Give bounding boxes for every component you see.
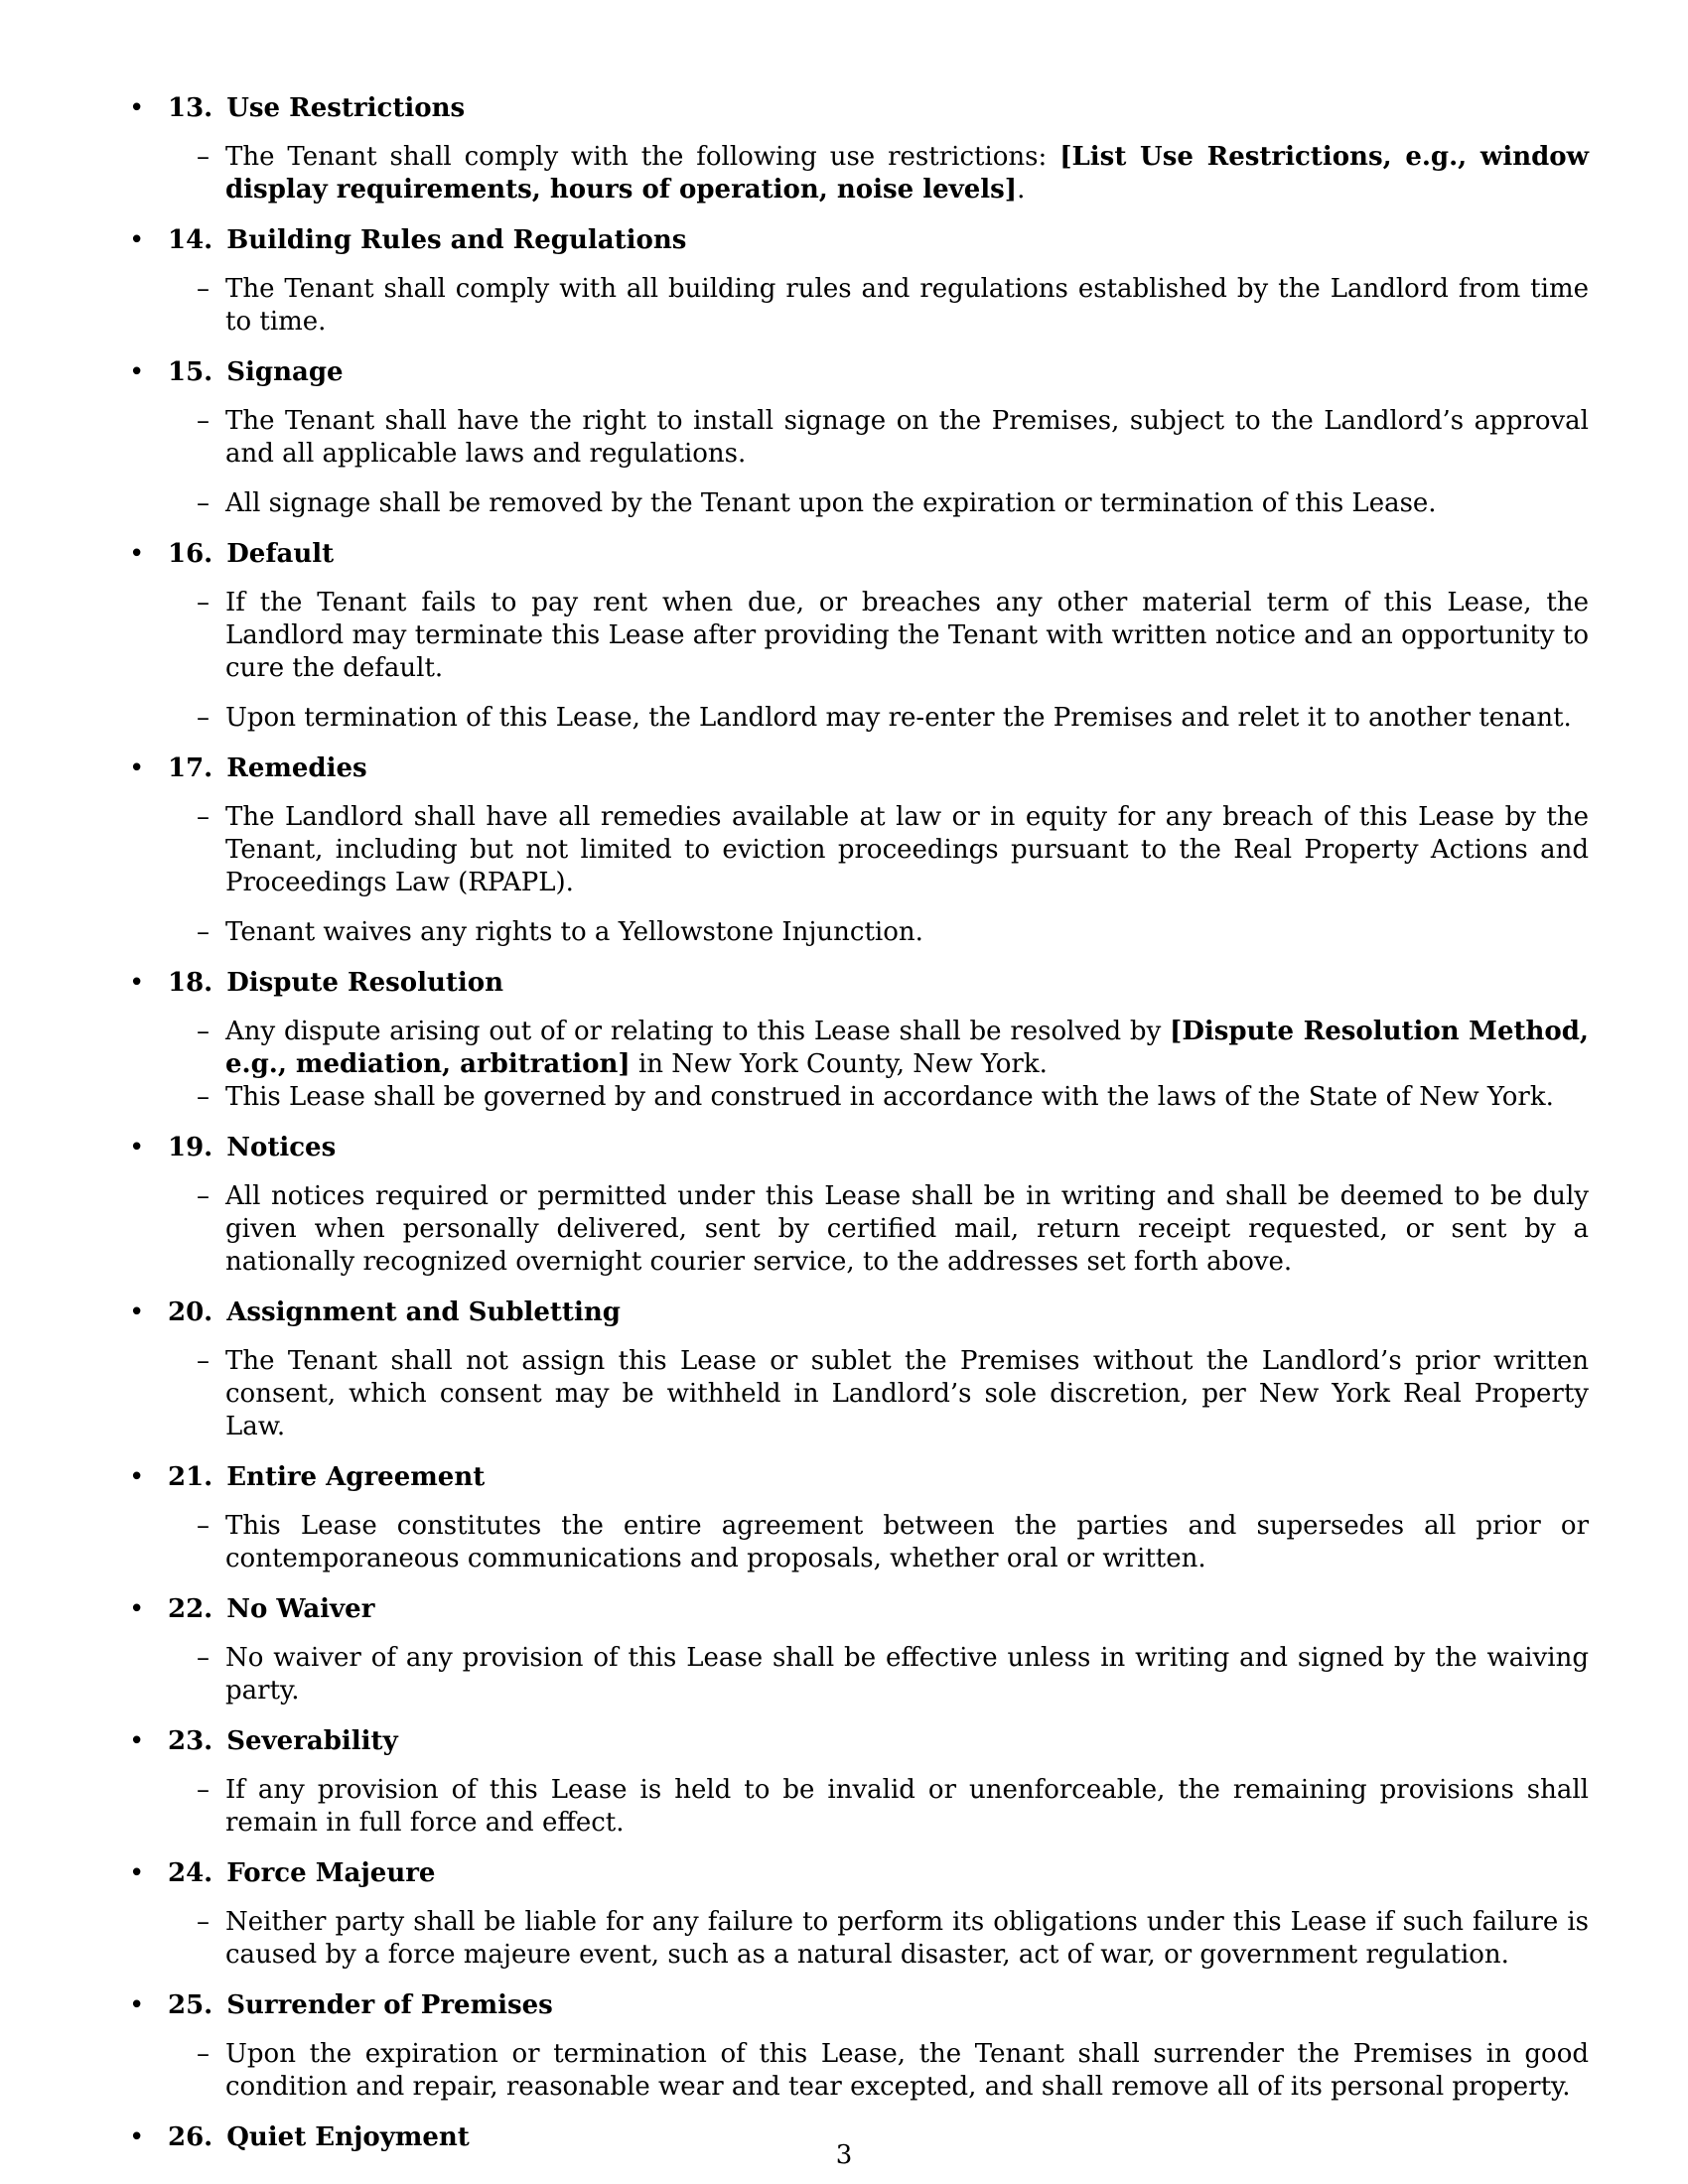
clause-list xyxy=(129,1180,1589,1279)
section-heading xyxy=(129,537,1589,571)
section-number: 15. xyxy=(168,357,213,387)
section xyxy=(129,1724,1589,1840)
section-number: 25. xyxy=(168,1990,213,2020)
clause-item xyxy=(197,801,1589,899)
section-title: Severability xyxy=(226,1726,398,1756)
section-heading xyxy=(129,1988,1589,2022)
dash-icon: – xyxy=(197,488,210,518)
clause-text: All signage shall be removed by the Tenant upon the expiration or termination of this Lease. xyxy=(225,488,1437,518)
clause-list xyxy=(129,1774,1589,1840)
section-title: Surrender of Premises xyxy=(226,1990,553,2020)
clause-text: The Landlord shall have all remedies available at law or in equity for any breach of this Lease by the Tenant, including but not limited to eviction proceedings pursuant to the Real Property Actions and Proceedings Law (RPAPL). xyxy=(225,802,1589,897)
clause-item xyxy=(197,1081,1589,1114)
dash-icon: – xyxy=(197,274,210,304)
section xyxy=(129,1592,1589,1707)
section-title: Remedies xyxy=(226,753,367,783)
section-number: 18. xyxy=(168,968,213,998)
clause-list xyxy=(129,1510,1589,1575)
section-title: No Waiver xyxy=(226,1594,375,1624)
clause-item xyxy=(197,487,1589,520)
section-title: Building Rules and Regulations xyxy=(226,225,687,255)
dash-icon: – xyxy=(197,703,210,733)
dash-icon: – xyxy=(197,1017,210,1046)
section-heading xyxy=(129,91,1589,125)
section-heading xyxy=(129,223,1589,257)
clause-item xyxy=(197,1906,1589,1972)
section-heading xyxy=(129,751,1589,785)
section-heading xyxy=(129,1131,1589,1164)
clause-item xyxy=(197,1774,1589,1840)
clause-item xyxy=(197,1510,1589,1575)
clause-list xyxy=(129,273,1589,339)
clause-text-part: in New York County, New York. xyxy=(630,1049,1048,1079)
clause-list xyxy=(129,801,1589,949)
clause-list xyxy=(129,141,1589,206)
clause-text: If any provision of this Lease is held to be invalid or unenforceable, the remaining provisions shall remain in full force and effect. xyxy=(225,1775,1589,1838)
clause-list xyxy=(129,405,1589,520)
section xyxy=(129,537,1589,735)
clause-item xyxy=(197,273,1589,339)
placeholder-text: [Dispute Resolution Method, e.g., mediation, arbitration] xyxy=(225,1017,1589,1079)
section xyxy=(129,1460,1589,1575)
clause-text: Upon the expiration or termination of this Lease, the Tenant shall surrender the Premises in good condition and repair, reasonable wear and tear excepted, and shall remove all of its personal property. xyxy=(225,2039,1589,2102)
section-number: 23. xyxy=(168,1726,213,1756)
section xyxy=(129,223,1589,339)
dash-icon: – xyxy=(197,802,210,832)
page-number: 3 xyxy=(835,2140,853,2170)
bullet-icon: • xyxy=(129,1990,145,2020)
clause-item xyxy=(197,702,1589,735)
placeholder-text: [List Use Restrictions, e.g., window display requirements, hours of operation, noise levels] xyxy=(225,142,1589,205)
clause-list xyxy=(129,587,1589,735)
section-title: Dispute Resolution xyxy=(226,968,504,998)
clause-text xyxy=(225,141,1589,206)
clause-item xyxy=(197,2038,1589,2104)
section-title: Signage xyxy=(226,357,344,387)
bullet-icon: • xyxy=(129,2122,145,2152)
clause-item xyxy=(197,1016,1589,1081)
dash-icon: – xyxy=(197,1511,210,1541)
section-heading xyxy=(129,1592,1589,1626)
section xyxy=(129,1856,1589,1972)
bullet-icon: • xyxy=(129,753,145,783)
clause-list xyxy=(129,1642,1589,1707)
section-list xyxy=(129,91,1589,2170)
clause-text: The Tenant shall not assign this Lease or sublet the Premises without the Landlord’s prior written consent, which consent may be withheld in Landlord’s sole discretion, per New York Real Property Law. xyxy=(225,1346,1589,1441)
clause-item xyxy=(197,405,1589,471)
section-heading xyxy=(129,1724,1589,1758)
clause-list xyxy=(129,1906,1589,1972)
clause-text: Upon termination of this Lease, the Landlord may re-enter the Premises and relet it to another tenant. xyxy=(225,703,1572,733)
section-number: 22. xyxy=(168,1594,213,1624)
section-title: Assignment and Subletting xyxy=(226,1297,621,1327)
bullet-icon: • xyxy=(129,1726,145,1756)
section xyxy=(129,751,1589,949)
section xyxy=(129,1988,1589,2104)
section xyxy=(129,91,1589,206)
section-number: 24. xyxy=(168,1858,213,1888)
clause-item xyxy=(197,1642,1589,1707)
section-title: Use Restrictions xyxy=(226,93,466,123)
clause-text: This Lease constitutes the entire agreement between the parties and supersedes all prior or contemporaneous communications and proposals, whether oral or written. xyxy=(225,1511,1589,1573)
clause-text-part: . xyxy=(1017,175,1026,205)
clause-list xyxy=(129,1016,1589,1114)
clause-list xyxy=(129,1345,1589,1443)
clause-text: This Lease shall be governed by and construed in accordance with the laws of the State of New York. xyxy=(225,1082,1554,1112)
clause-text: Neither party shall be liable for any failure to perform its obligations under this Lease if such failure is caused by a force majeure event, such as a natural disaster, act of war, or government regulation. xyxy=(225,1907,1589,1970)
section-title: Entire Agreement xyxy=(226,1462,486,1492)
bullet-icon: • xyxy=(129,968,145,998)
clause-list xyxy=(129,2038,1589,2104)
section-number: 14. xyxy=(168,225,213,255)
bullet-icon: • xyxy=(129,1133,145,1162)
clause-text: No waiver of any provision of this Lease shall be effective unless in writing and signed by the waiving party. xyxy=(225,1643,1589,1706)
clause-text xyxy=(225,1016,1589,1081)
bullet-icon: • xyxy=(129,357,145,387)
clause-text-part: The Tenant shall comply with the following use restrictions: xyxy=(225,142,1060,172)
dash-icon: – xyxy=(197,1346,210,1376)
section-heading xyxy=(129,355,1589,389)
dash-icon: – xyxy=(197,1775,210,1805)
section xyxy=(129,1131,1589,1279)
section-title: Quiet Enjoyment xyxy=(226,2122,470,2152)
section-number: 21. xyxy=(168,1462,213,1492)
section xyxy=(129,966,1589,1114)
dash-icon: – xyxy=(197,2039,210,2069)
section-title: Force Majeure xyxy=(226,1858,436,1888)
clause-item xyxy=(197,587,1589,685)
dash-icon: – xyxy=(197,406,210,436)
clause-text: The Tenant shall comply with all building rules and regulations established by the Landlord from time to time. xyxy=(225,274,1589,337)
section xyxy=(129,355,1589,520)
dash-icon: – xyxy=(197,917,210,947)
clause-text: The Tenant shall have the right to install signage on the Premises, subject to the Landlord’s approval and all applicable laws and regulations. xyxy=(225,406,1589,469)
clause-text-part: Any dispute arising out of or relating to this Lease shall be resolved by xyxy=(225,1017,1171,1046)
clause-text: If the Tenant fails to pay rent when due, or breaches any other material term of this Lease, the Landlord may terminate this Lease after providing the Tenant with written notice and an opportunity to cure the default. xyxy=(225,588,1589,683)
section-number: 26. xyxy=(168,2122,213,2152)
dash-icon: – xyxy=(197,588,210,617)
bullet-icon: • xyxy=(129,93,145,123)
dash-icon: – xyxy=(197,1082,210,1112)
section-number: 19. xyxy=(168,1133,213,1162)
clause-text: Tenant waives any rights to a Yellowstone Injunction. xyxy=(225,917,923,947)
bullet-icon: • xyxy=(129,539,145,569)
bullet-icon: • xyxy=(129,225,145,255)
dash-icon: – xyxy=(197,142,210,172)
section-heading xyxy=(129,1296,1589,1329)
section-heading xyxy=(129,1460,1589,1494)
section-number: 17. xyxy=(168,753,213,783)
clause-item xyxy=(197,141,1589,206)
dash-icon: – xyxy=(197,1907,210,1937)
bullet-icon: • xyxy=(129,1462,145,1492)
bullet-icon: • xyxy=(129,1297,145,1327)
section-heading xyxy=(129,1856,1589,1890)
section-title: Notices xyxy=(226,1133,337,1162)
section-title: Default xyxy=(226,539,335,569)
section-number: 16. xyxy=(168,539,213,569)
dash-icon: – xyxy=(197,1643,210,1673)
clause-item xyxy=(197,1180,1589,1279)
section-heading xyxy=(129,966,1589,1000)
clause-text: All notices required or permitted under this Lease shall be in writing and shall be deemed to be duly given when personally delivered, sent by certified mail, return receipt requested, or sent by a nationally recognized overnight courier service, to the addresses set forth above. xyxy=(225,1181,1589,1277)
clause-item xyxy=(197,916,1589,949)
dash-icon: – xyxy=(197,1181,210,1211)
bullet-icon: • xyxy=(129,1858,145,1888)
clause-item xyxy=(197,1345,1589,1443)
section xyxy=(129,1296,1589,1443)
section-number: 13. xyxy=(168,93,213,123)
bullet-icon: • xyxy=(129,1594,145,1624)
section-number: 20. xyxy=(168,1297,213,1327)
